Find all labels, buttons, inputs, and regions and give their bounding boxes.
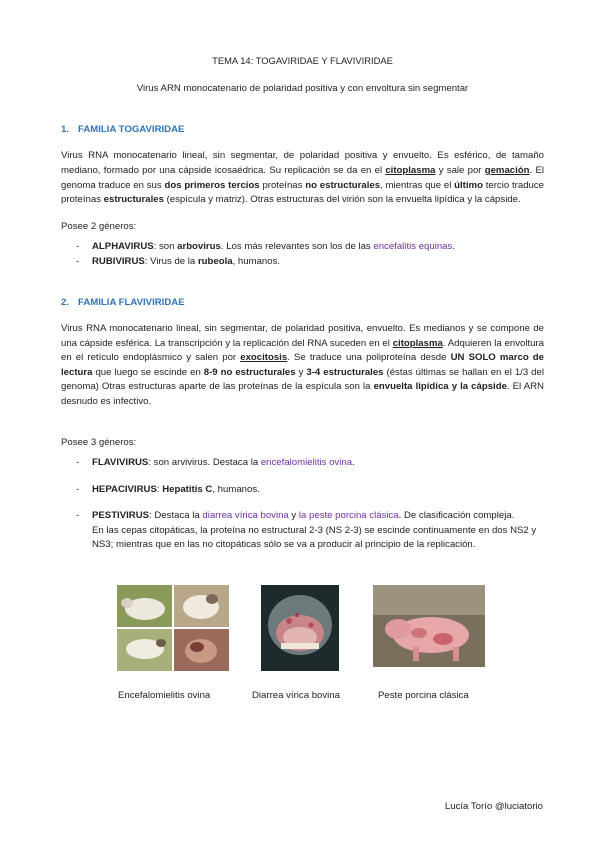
genera-list-flaviviridae — [61, 456, 544, 553]
document-page — [61, 48, 544, 553]
section-title: FAMILIA FLAVIVIRIDAE — [78, 296, 185, 308]
list-item: - PESTIVIRUS: Destaca la diarrea vírica bovina y la peste porcina clásica. De clasificación compleja. En las cepas citopáticas, la proteína no estructural 2-3 (NS 2-3) se escinde continuamente en dos NS2 y NS3; mientras que en las no citopáticas sólo se va a producir al principio de la replicación. — [61, 509, 544, 553]
sheep-photo — [117, 585, 229, 671]
genera-intro: Posee 2 géneros: — [61, 220, 137, 232]
section-title: FAMILIA TOGAVIRIDAE — [78, 123, 185, 135]
document-title: TEMA 14: TOGAVIRIDAE Y FLAVIVIRIDAE — [212, 55, 393, 66]
paragraph-flaviviridae: Virus RNA monocatenario lineal, sin segmentar, de polaridad positiva, envuelto. Es medianos y se compone de una cápside esférica. La transcripción y la replicación del RNA suceden en el citoplasma. Adquieren la envoltura en el retículo endoplásmico y salen por exocitosis. Se traduce una poliproteína desde UN SOLO marco de lectura que luego se escinde en 8-9 no estructurales y 3-4 estructurales (éstas últimas se hallan en el 1/3 del genoma) Otras estructuras aparte de las proteínas de la espícula son la envuelta lipídica y la cápside. El ARN desnudo es infectivo. — [61, 323, 545, 407]
list-item: - ALPHAVIRUS: son arbovirus. Los más relevantes son los de las encefalitis equinas. — [61, 240, 544, 255]
section-number: 1. — [61, 123, 70, 135]
pestivirus-detail: En las cepas citopáticas, la proteína no estructural 2-3 (NS 2-3) se escinde continuamente en dos NS2 y NS3; mientras que en las no citopáticas sólo se va a producir al principio de la replicación. — [92, 524, 537, 551]
caption-encefalomielitis: Encefalomielitis ovina — [118, 690, 211, 701]
genera-list-togaviridae — [61, 240, 544, 269]
caption-peste: Peste porcina clásica — [378, 690, 469, 701]
list-item: - FLAVIVIRUS: son arvivirus. Destaca la encefalomielitis ovina. — [61, 456, 544, 471]
pig-photo — [373, 585, 485, 667]
paragraph-togaviridae: Virus RNA monocatenario lineal, sin segmentar, de polaridad positiva y envuelto. Es esférico, de tamaño mediano, formado por una cápside icosaédrica. Su replicación se da en el citoplasma y sale por gemación. El genoma traduce en sus dos primeros tercios proteínas no estructurales, mientras que el último tercio traduce proteínas estructurales (espícula y matriz). Otras estructuras del virión son la envuelta lipídica y la cápside. — [61, 150, 544, 206]
section-number: 2. — [61, 296, 70, 308]
footer-author: Lucía Torío @luciatorio — [444, 801, 543, 812]
section-heading-flaviviridae — [61, 296, 544, 311]
genera-intro: Posee 3 géneros: — [61, 436, 137, 448]
caption-diarrea: Diarrea vírica bovina — [252, 690, 340, 701]
list-item: - HEPACIVIRUS: Hepatitis C, humanos. — [61, 483, 544, 498]
figure-row — [0, 585, 599, 705]
document-subtitle: Virus ARN monocatenario de polaridad positiva y con envoltura sin segmentar — [136, 83, 469, 95]
bovine-mouth-photo — [261, 585, 339, 671]
section-heading-togaviridae — [61, 123, 544, 138]
list-item: - RUBIVIRUS: Virus de la rubeola, humanos. — [61, 255, 544, 270]
